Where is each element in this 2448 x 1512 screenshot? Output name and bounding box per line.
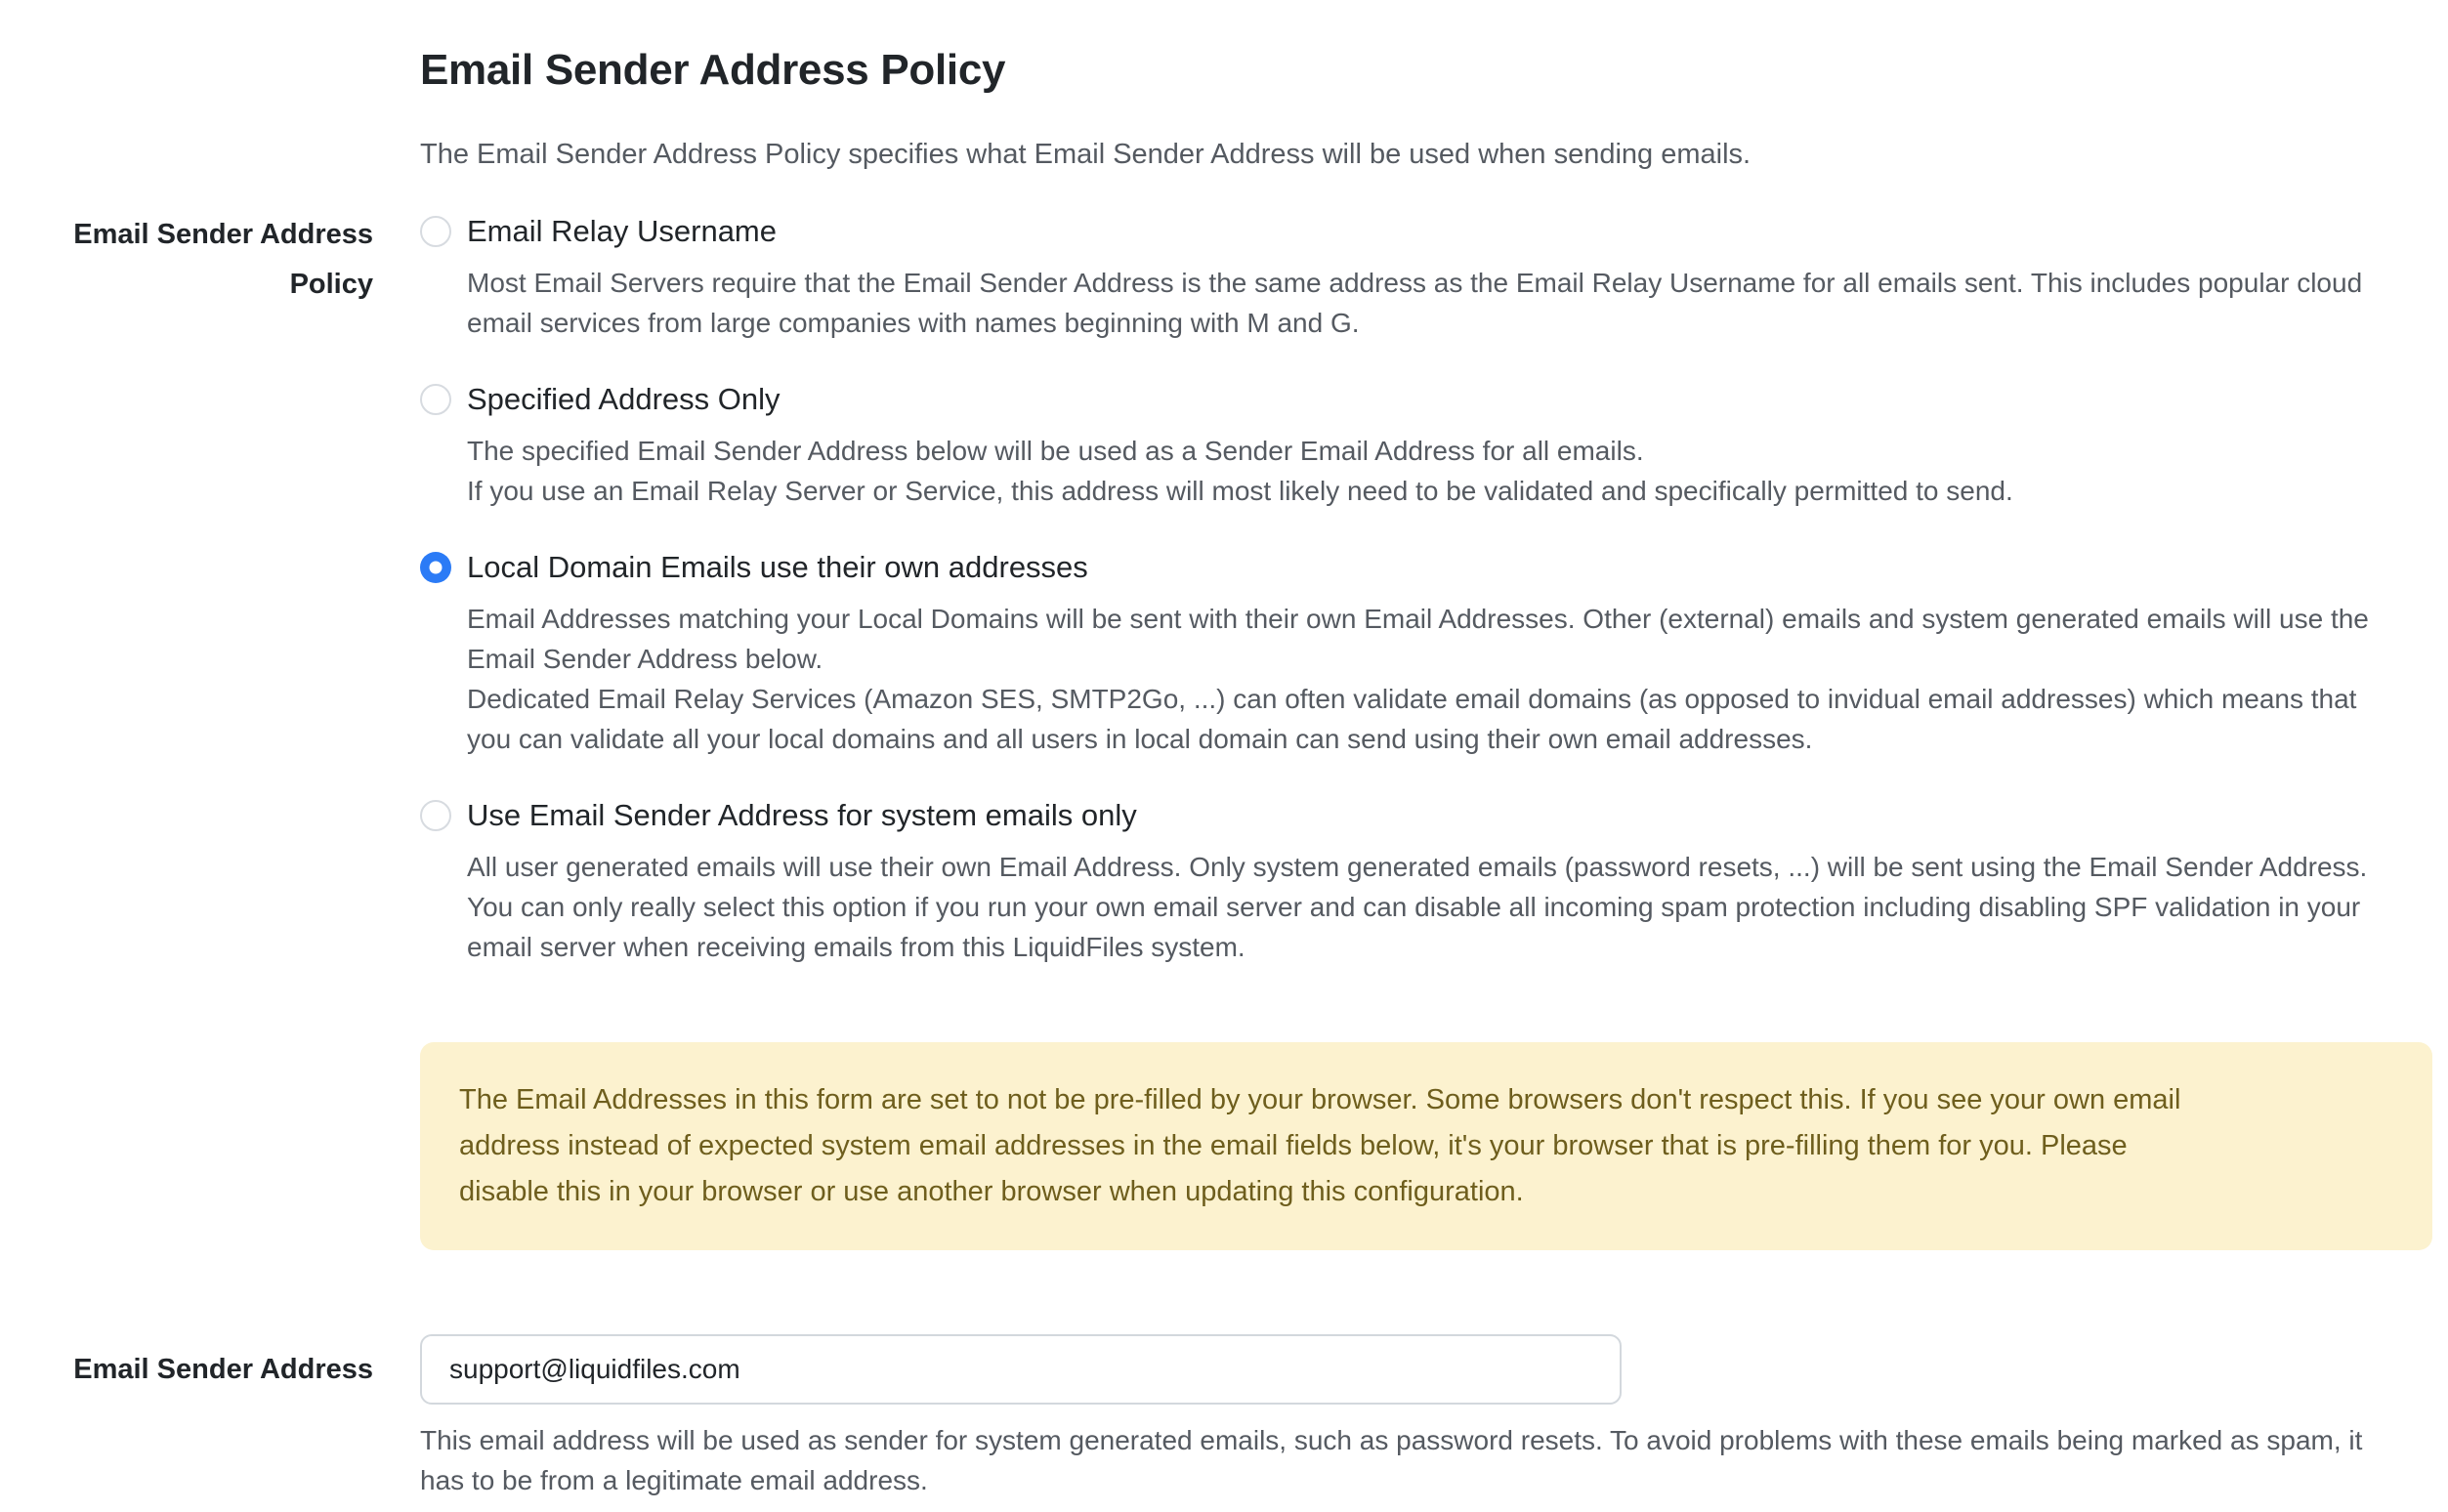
email-sender-address-row (0, 1334, 2448, 1500)
option-local-domain-own-addresses-label[interactable]: Local Domain Emails use their own addresses (467, 550, 1088, 584)
description-line: you can validate all your local domains and all users in local domain can send using their own email addresses. (467, 724, 1813, 754)
option-system-emails-only (420, 794, 2432, 967)
email-sender-address-input[interactable] (420, 1334, 1622, 1405)
radio-local-domain-own-addresses[interactable] (420, 552, 451, 583)
warning-alert (420, 1042, 2432, 1250)
page-header (0, 0, 2448, 175)
option-specified-address-only-description (467, 431, 2432, 511)
radio-system-emails-only[interactable] (420, 800, 451, 831)
option-specified-address-only-head[interactable] (420, 378, 2432, 421)
email-sender-address-help (420, 1420, 2432, 1500)
description-line: All user generated emails will use their own Email Address. Only system generated emails (password resets, ...) will be sent using the Email Sender Address. (467, 852, 2368, 882)
radio-specified-address-only[interactable] (420, 384, 451, 415)
option-email-relay-username-description (467, 263, 2432, 343)
policy-field-label: Email Sender Address Policy (73, 219, 373, 300)
option-local-domain-own-addresses (420, 546, 2432, 759)
description-line: You can only really select this option if you run your own email server and can disable all incoming spam protection including disabling SPF validation in your (467, 892, 2361, 922)
warning-alert-wrap (420, 1042, 2448, 1250)
description-line: If you use an Email Relay Server or Service, this address will most likely need to be validated and specifically permitted to send. (467, 476, 2013, 506)
email-sender-policy-form (0, 210, 2448, 1500)
option-email-relay-username-head[interactable] (420, 210, 2432, 253)
warning-line: disable this in your browser or use another browser when updating this configuration. (459, 1176, 1524, 1207)
page-title: Email Sender Address Policy (420, 46, 1006, 94)
option-specified-address-only-label[interactable]: Specified Address Only (467, 382, 781, 416)
page-subtitle: The Email Sender Address Policy specifies what Email Sender Address will be used when sending emails. (420, 139, 1752, 170)
option-email-relay-username-label[interactable]: Email Relay Username (467, 214, 777, 248)
description-line: The specified Email Sender Address below will be used as a Sender Email Address for all emails. (467, 436, 1644, 466)
option-local-domain-own-addresses-description (467, 599, 2432, 759)
policy-options-row (0, 210, 2448, 967)
option-system-emails-only-label[interactable]: Use Email Sender Address for system emails only (467, 798, 1137, 832)
policy-options-group (420, 210, 2432, 967)
option-system-emails-only-head[interactable] (420, 794, 2432, 837)
option-local-domain-own-addresses-head[interactable] (420, 546, 2432, 589)
option-specified-address-only (420, 378, 2432, 511)
description-line: email services from large companies with names beginning with M and G. (467, 308, 1360, 338)
description-line: Dedicated Email Relay Services (Amazon SES, SMTP2Go, ...) can often validate email domains (as opposed to invidual email addresses) which means that (467, 684, 2357, 714)
option-system-emails-only-description (467, 847, 2432, 967)
email-sender-address-label: Email Sender Address (73, 1354, 373, 1385)
description-line: Email Addresses matching your Local Domains will be sent with their own Email Addresses. Other (external) emails and system generated emails will use the (467, 604, 2369, 634)
warning-line: The Email Addresses in this form are set to not be pre-filled by your browser. Some browsers don't respect this. If you see your own email (459, 1084, 2181, 1115)
help-line: has to be from a legitimate email address. (420, 1465, 928, 1495)
help-line: This email address will be used as sender for system generated emails, such as password resets. To avoid problems with these emails being marked as spam, it (420, 1425, 2363, 1455)
radio-email-relay-username[interactable] (420, 216, 451, 247)
description-line: email server when receiving emails from this LiquidFiles system. (467, 932, 1245, 962)
description-line: Email Sender Address below. (467, 644, 823, 674)
warning-line: address instead of expected system email addresses in the email fields below, it's your browser that is pre-filling them for you. Please (459, 1130, 2128, 1161)
description-line: Most Email Servers require that the Email Sender Address is the same address as the Email Relay Username for all emails sent. This includes popular cloud (467, 268, 2363, 298)
option-email-relay-username (420, 210, 2432, 343)
